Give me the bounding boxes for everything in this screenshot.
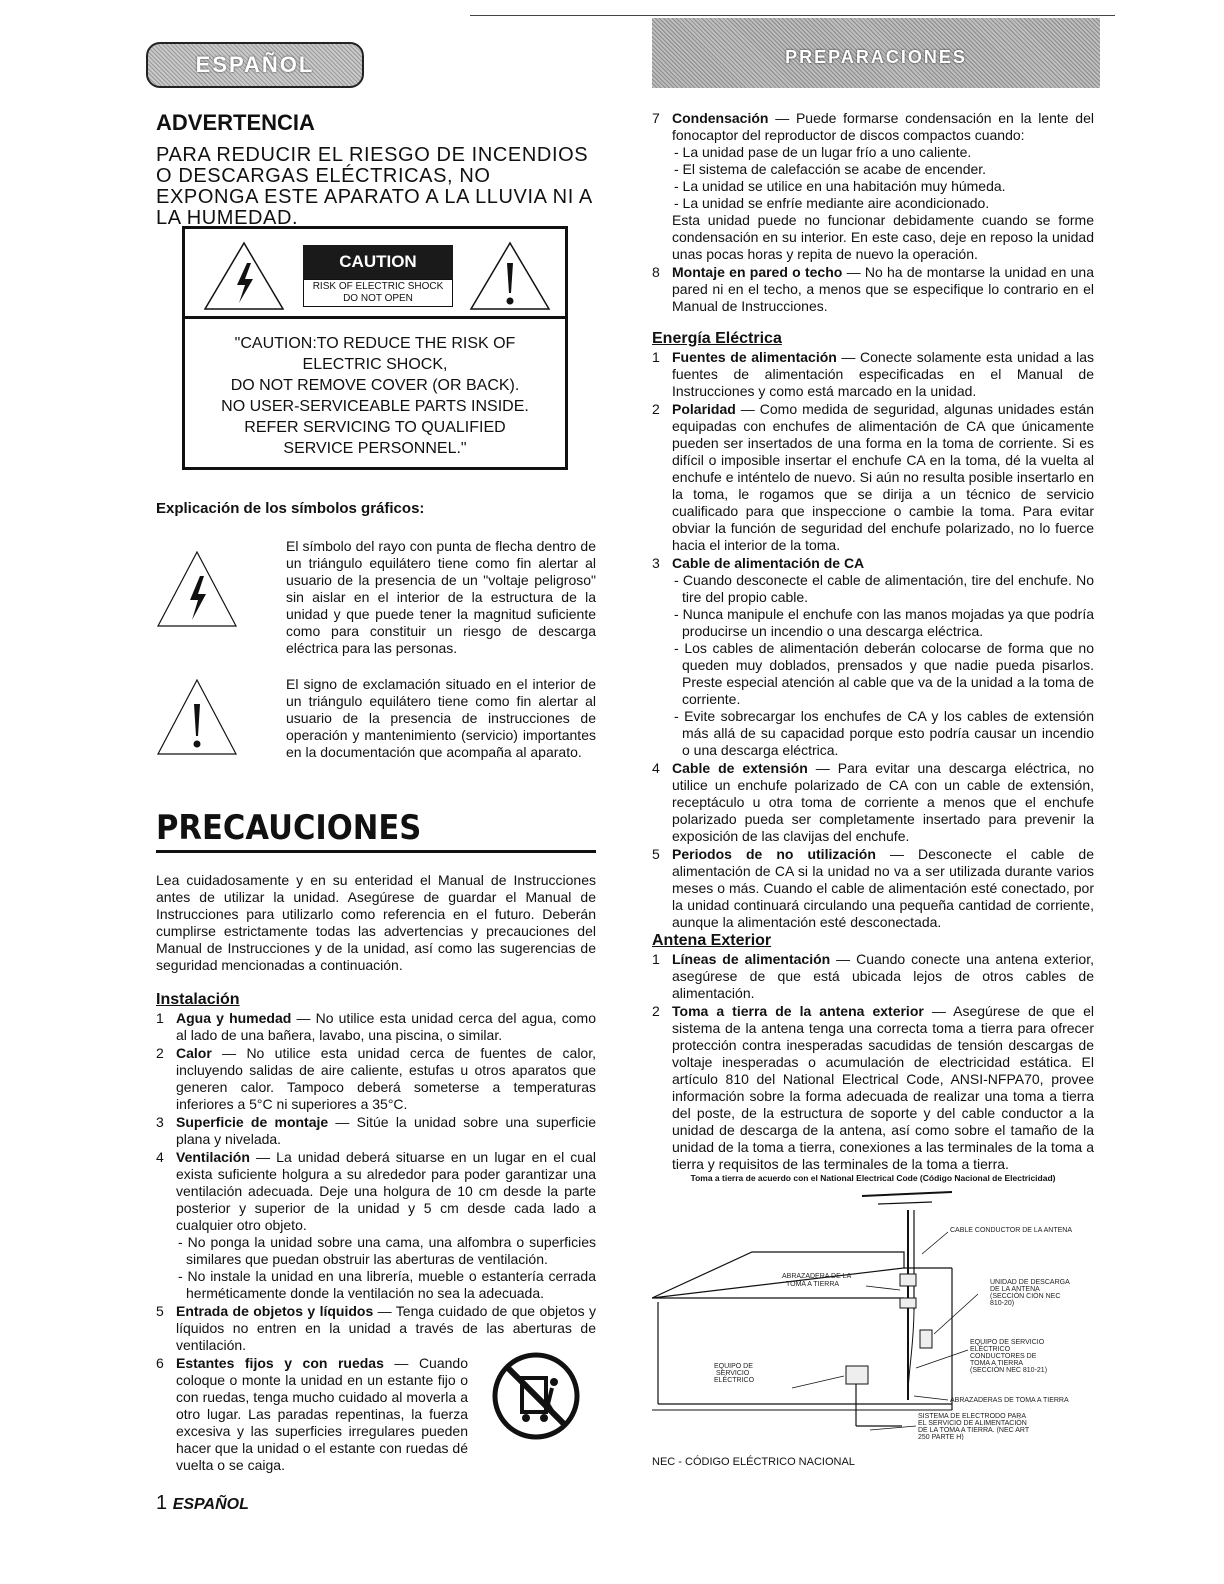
item-text: — No utilice esta unidad cerca del agua, como al lado de una bañera, lavabo, una piscina, o similar. [176, 1010, 596, 1043]
list-item [156, 1303, 596, 1354]
symbols-heading: Explicación de los símbolos gráficos: [156, 500, 425, 517]
list-item [156, 1355, 468, 1474]
caution-line: SERVICE PERSONNEL." [283, 440, 467, 457]
list-item [156, 1149, 596, 1302]
item-number: 7 [652, 110, 660, 126]
caution-sub-line-2: DO NOT OPEN [343, 293, 413, 304]
item-text: — Sitúe la unidad sobre una superficie plana y nivelada. [176, 1114, 597, 1147]
caution-line: "CAUTION:TO REDUCE THE RISK OF [234, 335, 516, 352]
footer-language: ESPAÑOL [172, 1496, 249, 1513]
section-title: PREPARACIONES [785, 47, 967, 67]
grounding-diagram [652, 1190, 1097, 1440]
label-discharge-3: (SECCIÓN CIÓN NEC [990, 1293, 1061, 1300]
item-term: Ventilación [176, 1149, 250, 1165]
ventilation-bullet: - No instale la unidad en una librería, mueble o estantería cerrada herméticamente donde la ventilación no sea la adecuada. [178, 1268, 596, 1301]
condensation-note: Esta unidad puede no funcionar debidamente cuando se forme condensación en su interior. En este caso, deje en reposo la unidad unas pocas horas y repita de nuevo la operación. [672, 212, 1094, 262]
item-number: 6 [156, 1355, 164, 1371]
label-discharge-4: 810-20) [990, 1300, 1015, 1307]
condensation-bullet: - La unidad se utilice en una habitación muy húmeda. [674, 178, 1006, 194]
caution-box [182, 226, 568, 470]
section-header-bar [652, 18, 1100, 88]
label-antenna-cable: CABLE CONDUCTOR DE LA ANTENA [950, 1227, 1073, 1234]
list-item [156, 1010, 596, 1044]
item-text: — No ha de montarse la unidad en una pared ni en el techo, a menos que se especifique lo contrario en el Manual de Instrucciones. [672, 264, 1094, 314]
item-term: Fuentes de alimentación [672, 349, 837, 365]
item-number: 1 [156, 1010, 164, 1026]
item-term: Montaje en pared o techo [672, 264, 843, 280]
list-item [652, 555, 1094, 759]
precauciones-rule [156, 850, 596, 853]
label-electrode-2: EL SERVICIO DE ALIMENTACIÓN [918, 1420, 1027, 1427]
list-item [652, 1003, 1094, 1173]
label-service-2: ELÉCTRICO [970, 1346, 1011, 1353]
list-item [652, 760, 1094, 845]
item-text: — Puede formarse condensación en la lente del fonocaptor del reproductor de discos compactos cuando: [672, 110, 1094, 143]
item-number: 4 [652, 760, 660, 776]
item-number: 2 [652, 1003, 660, 1019]
label-equip-2: SERVICIO [716, 1370, 750, 1377]
antena-heading: Antena Exterior [652, 932, 772, 949]
language-tab [146, 42, 364, 88]
header-rule [470, 15, 1115, 16]
energia-list [652, 349, 1094, 932]
list-item [652, 264, 1094, 315]
cart-tipover-warning-icon [492, 1352, 580, 1440]
item-number: 5 [156, 1303, 164, 1319]
item-term: Polaridad [672, 401, 736, 417]
item-number: 3 [652, 555, 660, 571]
caution-sub-line-1: RISK OF ELECTRIC SHOCK [312, 281, 444, 292]
condensation-bullet: - El sistema de calefacción se acabe de encender. [674, 161, 987, 177]
item-term: Periodos de no utilización [672, 846, 876, 862]
item-text: — La unidad deberá situarse en un lugar en el cual exista suficiente holgura a su alrededor para poder garantizar una ventilación adecuada. Deje una holgura de 10 cm desde la parte posterior y superior de la unidad y 5 cm desde cada lado a cualquier otro objeto. [176, 1149, 596, 1233]
list-item [652, 846, 1094, 931]
item-number: 2 [156, 1045, 164, 1061]
label-conductors-1: CONDUCTORES DE [970, 1353, 1037, 1360]
energia-heading: Energía Eléctrica [652, 330, 782, 347]
label-conductors-2: TOMA A TIERRA [970, 1360, 1024, 1367]
label-clamps: ABRAZADERAS DE TOMA A TIERRA [950, 1397, 1069, 1404]
item-number: 3 [156, 1114, 164, 1130]
list-item [652, 110, 1094, 263]
item-term: Toma a tierra de la antena exterior [672, 1003, 924, 1019]
item-text: — Asegúrese de que el sistema de la antena tenga una correcta toma a tierra para ofrecer protección contra inesperadas sacudidas de tensión descargas de voltaje inesperadas o acumulación de electricidad estática. El artículo 810 del National Electrical Code, ANSI-NFPA70, provee información sobre la forma adecuada de realizar una toma a tierra del poste, de la estructura de soporte y del cable conductor a la unidad de descarga de la antena, así como sobre el tamaño de la unidad de la toma a tierra, conexiones a las terminales de la toma a tierra y requisitos de las terminales de la toma a tierra. [672, 1003, 1094, 1172]
caution-line: NO USER-SERVICEABLE PARTS INSIDE. [221, 398, 529, 415]
item-text: — No utilice esta unidad cerca de fuentes de calor, incluyendo salidas de aire caliente, estufas u otros aparatos que generen calor. Tampoco deberá someterse a temperaturas inferiores a 5°C ni superiores a 35°C. [176, 1045, 596, 1112]
exclamation-symbol-icon [156, 678, 238, 756]
antenna-element [862, 1192, 952, 1196]
item-number: 1 [652, 951, 660, 967]
item-text: — Conecte solamente esta unidad a las fuentes de alimentación especificadas en el Manual de Instrucciones y como está marcado en la unidad. [672, 349, 1094, 399]
item-number: 4 [156, 1149, 164, 1165]
item-term: Entrada de objetos y líquidos [176, 1303, 374, 1319]
label-electrode-4: 250 PARTE H) [918, 1434, 964, 1440]
caution-text [185, 333, 565, 459]
item-term: Condensación [672, 110, 769, 126]
item-term: Estantes fijos y con ruedas [176, 1355, 384, 1371]
preparaciones-list [652, 110, 1094, 316]
list-item [156, 1114, 596, 1148]
label-discharge-2: DE LA ANTENA [990, 1286, 1040, 1293]
item-term: Líneas de alimentación [672, 951, 831, 967]
page-footer [156, 1492, 249, 1515]
caution-line: DO NOT REMOVE COVER (OR BACK). [230, 377, 520, 394]
item-text: — Tenga cuidado de que objetos y líquidos no entren en la unidad a través de las aberturas de ventilación. [176, 1303, 596, 1353]
item-term: Cable de extensión [672, 760, 808, 776]
caution-line: ELECTRIC SHOCK, [302, 356, 448, 373]
label-service-1: EQUIPO DE SERVICIO [970, 1339, 1045, 1346]
label-electrode-3: DE LA TOMA A TIERRA. (NEC ART [918, 1427, 1030, 1434]
list-item [652, 349, 1094, 400]
item-text: — Para evitar una descarga eléctrica, no utilice un enchufe polarizado de CA con un cable de extensión, receptáculo u otra toma de corriente a menos que el enchufe polarizado pueda ser completamente insertado para prevenir la exposición de las clavijas del enchufe. [672, 760, 1095, 844]
item-text: — Desconecte el cable de alimentación de CA si la unidad no va a ser utilizada durante varios meses o más. Cuando el cable de alimentación esté conectado, por la unidad continuará circulando una pequeña cantidad de corriente, aunque la alimentación esté desconectada. [672, 846, 1094, 930]
cable-bullet: - Cuando desconecte el cable de alimentación, tire del enchufe. No tire del propio cable. [674, 572, 1094, 605]
cable-bullet: - Nunca manipule el enchufe con las manos mojadas ya que podría producirse un incendio o una descarga eléctrica. [674, 606, 1094, 639]
lightning-triangle-icon [203, 241, 285, 311]
list-item [652, 951, 1094, 1002]
diagram-caption: Toma a tierra de acuerdo con el National Electrical Code (Código Nacional de Electricidad) [690, 1173, 1056, 1183]
roof-outline [652, 1252, 904, 1298]
page-number: 1 [156, 1492, 168, 1514]
item-term: Superficie de montaje [176, 1114, 329, 1130]
nec-note: NEC - CÓDIGO ELÉCTRICO NACIONAL [652, 1456, 855, 1468]
cable-bullet: - Evite sobrecargar los enchufes de CA y los cables de extensión más allá de su capacidad porque esto podría causar un incendio o una descarga eléctrica. [674, 708, 1094, 758]
label-discharge-1: UNIDAD DE DESCARGA [990, 1279, 1070, 1286]
item-number: 2 [652, 401, 660, 417]
precauciones-heading: PRECAUCIONES [156, 808, 422, 848]
item-number: 8 [652, 264, 660, 280]
discharge-unit [920, 1330, 932, 1348]
precauciones-intro: Lea cuidadosamente y en su enteridad el Manual de Instrucciones antes de utilizar la unidad. Asegúrese de guardar el Manual de Instrucciones para utilizarlo como referencia en el futuro. Deberán cumplirse estrictamente todas las advertencias y precauciones del Manual de Instrucciones y de la unidad, así como las sugerencias de seguridad mencionadas a continuación. [156, 872, 596, 973]
list-item [156, 1045, 596, 1113]
condensation-bullet: - La unidad se enfríe mediante aire acondicionado. [674, 195, 990, 211]
caution-sub-label [303, 279, 453, 307]
label-equip-1: EQUIPO DE [714, 1363, 753, 1370]
item-term: Cable de alimentación de CA [672, 555, 865, 571]
caution-label: CAUTION [303, 245, 453, 279]
language-tab-label: ESPAÑOL [195, 52, 315, 77]
exclamation-triangle-icon [469, 241, 551, 311]
advertencia-text: PARA REDUCIR EL RIESGO DE INCENDIOS O DESCARGAS ELÉCTRICAS, NO EXPONGA ESTE APARATO A LA LLUVIA NI A LA HUMEDAD. [156, 144, 592, 229]
lightning-symbol-text: El símbolo del rayo con punta de flecha dentro de un triángulo equilátero tiene como fin alertar al usuario de la presencia de un "voltaje peligroso" sin aislar en el interior de la estructura de la unidad y que puede tener la magnitud suficiente como para constituir un riesgo de descarga eléctrica para las personas. [286, 538, 596, 656]
list-item [652, 401, 1094, 554]
item-number: 1 [652, 349, 660, 365]
item-text: — Cuando coloque o monte la unidad en un estante fijo o con ruedas, tenga mucho cuidado al moverla a otro lugar. Las paradas repentinas, la fuerza excesiva y las superficies irregulares pueden hacer que la unidad o el estante con ruedas dé vuelta o se caiga. [176, 1355, 468, 1473]
ground-clamp [900, 1274, 916, 1286]
condensation-bullet: - La unidad pase de un lugar frío a uno caliente. [674, 144, 972, 160]
label-clamp-1: ABRAZADERA DE LA [782, 1273, 852, 1280]
item-number: 5 [652, 846, 660, 862]
ventilation-bullet: - No ponga la unidad sobre una cama, una alfombra o superficies similares que puedan obstruir las aberturas de ventilación. [178, 1234, 596, 1267]
caution-box-top [185, 229, 565, 319]
label-equip-3: ELÉCTRICO [714, 1377, 755, 1384]
caution-line: REFER SERVICING TO QUALIFIED [244, 419, 506, 436]
label-conductors-3: (SECCIÓN NEC 810-21) [970, 1367, 1048, 1374]
advertencia-heading: ADVERTENCIA [156, 110, 315, 135]
service-equipment-box [846, 1366, 868, 1384]
item-text: — Como medida de seguridad, algunas unidades están equipadas con enchufes de alimentación de CA que únicamente pueden ser insertados de una forma en la toma de corriente. Si es difícil o imposible insertar el enchufe CA en la toma, dé la vuelta al enchufe e inténtelo de nuevo. Si aún no resulta posible insertarlo en la toma, le rogamos que se dirija a un técnico de servicio cualificado para que inspeccione o cambie la toma. Para evitar obviar la función de seguridad del enchufe polarizado, no lo fuerce hacia el interior de la toma. [672, 401, 1094, 553]
antena-list [652, 951, 1094, 1174]
item-text: — Cuando conecte una antena exterior, asegúrese de que está ubicada lejos de otros cables de alimentación. [672, 951, 1094, 1001]
instalacion-heading: Instalación [156, 991, 240, 1008]
item-term: Calor [176, 1045, 212, 1061]
exclamation-symbol-text: El signo de exclamación situado en el interior de un triángulo equilátero tiene como fin alertar al usuario de la presencia de instrucciones de operación y mantenimiento (servicio) importantes en la documentación que acompaña al aparato. [286, 676, 596, 760]
label-clamp-2: TOMA A TIERRA [786, 1281, 840, 1288]
item-term: Agua y humedad [176, 1010, 292, 1026]
lightning-symbol-icon [156, 550, 238, 628]
label-electrode-1: SISTEMA DE ELECTRODO PARA [918, 1413, 1027, 1420]
cable-bullet: - Los cables de alimentación deberán colocarse de forma que no queden muy doblados, prensados y que nadie pueda pisarlos. Preste especial atención al cable que va de la unidad a la toma de corriente. [674, 640, 1094, 707]
